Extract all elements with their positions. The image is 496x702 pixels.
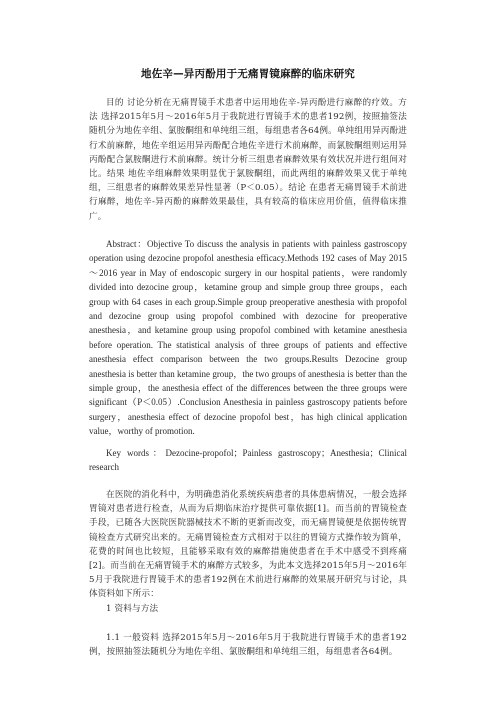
paper-title: 地佐辛—异丙酚用于无痛胃镜麻醉的临床研究 — [141, 68, 355, 80]
subsection-paragraph: 1.1 一般资料 选择2015年5月～2016年5月于我院进行胃镜手术的患者192例，按照抽签法随机分为地佐辛组、氯胺酮组和单纯组三组，每组患者各64例。 — [89, 633, 407, 658]
english-abstract: Abstract：Objective To discuss the analysis in patients with painless gastroscopy operation using dezocine propofol anesthesia efficacy.Methods 192 cases of May 2015～2016 year in May of endoscopic surgery in our hospital patients，were randomly divided into dezocine group，ketamine group and simple group three groups，each group with 64 cases in each group.Simple group preoperative anesthesia with propofol and dezocine group using propofol combined with dezocine for preoperative anesthesia，and ketamine group using propofol combined with ketamine anesthesia before operation. The statistical analysis of three groups of patients and effective anesthesia effect comparison between the two groups.Results Dezocine group anesthesia is better than ketamine group，the two groups of anesthesia is better than the simple group，the anesthesia effect of the differences between the three groups were significant（P＜0.05）.Conclusion Anesthesia in painless gastroscopy patients before surgery，anesthesia effect of dezocine propofol best，has high clinical application value，worthy of promotion. — [89, 239, 407, 437]
keywords: Key words：Dezocine-propofol；Painless gastroscopy；Anesthesia；Clinical research — [89, 448, 407, 473]
section-heading: 1 资料与方法 — [106, 604, 159, 614]
introduction-paragraph: 在医院的消化科中，为明确患消化系统疾病患者的具体患病情况，一般会选择胃镜对患者进行检查，从而为后期临床治疗提供可靠依据[1]。而当前的胃镜检查手段，已随各大医院医院器械技术不断的更新而改变，而无痛胃镜便是依据传统胃镜检查方式研究出来的。无痛胃镜检查方式相对于以往的胃镜方式操作较为简单，花费的时间也比较短，且能够采取有效的麻醉措施使患者在手术中感受不到疼痛[2]。而当前在无痛胃镜手术的麻醉方式较多，为此本文选择2015年5月～2016年5月于我院进行胃镜手术的患者192例在术前进行麻醉的效果展开研究与讨论，具体资料如下所示： — [89, 490, 407, 600]
chinese-abstract: 目的 讨论分析在无痛胃镜手术患者中运用地佐辛-异丙酚进行麻醉的疗效。方法 选择2015年5月～2016年5月于我院进行胃镜手术的患者192例，按照抽签法随机分为地佐辛组、氯胺酮组和单纯组三组，每组患者各64例。单纯组用异丙酚进行术前麻醉，地佐辛组运用异丙酚配合地佐辛进行术前麻醉，而氯胺酮组则运用异丙酚配合氯胺酮进行术前麻醉。统计分析三组患者麻醉效果有效状况并进行组间对比。结果 地佐辛组麻醉效果明显优于氯胺酮组，而此两组的麻醉效果又优于单纯组，三组患者的麻醉效果差异性显著（P＜0.05）。结论 在患者无痛胃镜手术前进行麻醉，地佐辛-异丙酚的麻醉效果最佳，具有较高的临床应用价值，值得临床推广。 — [89, 98, 407, 222]
